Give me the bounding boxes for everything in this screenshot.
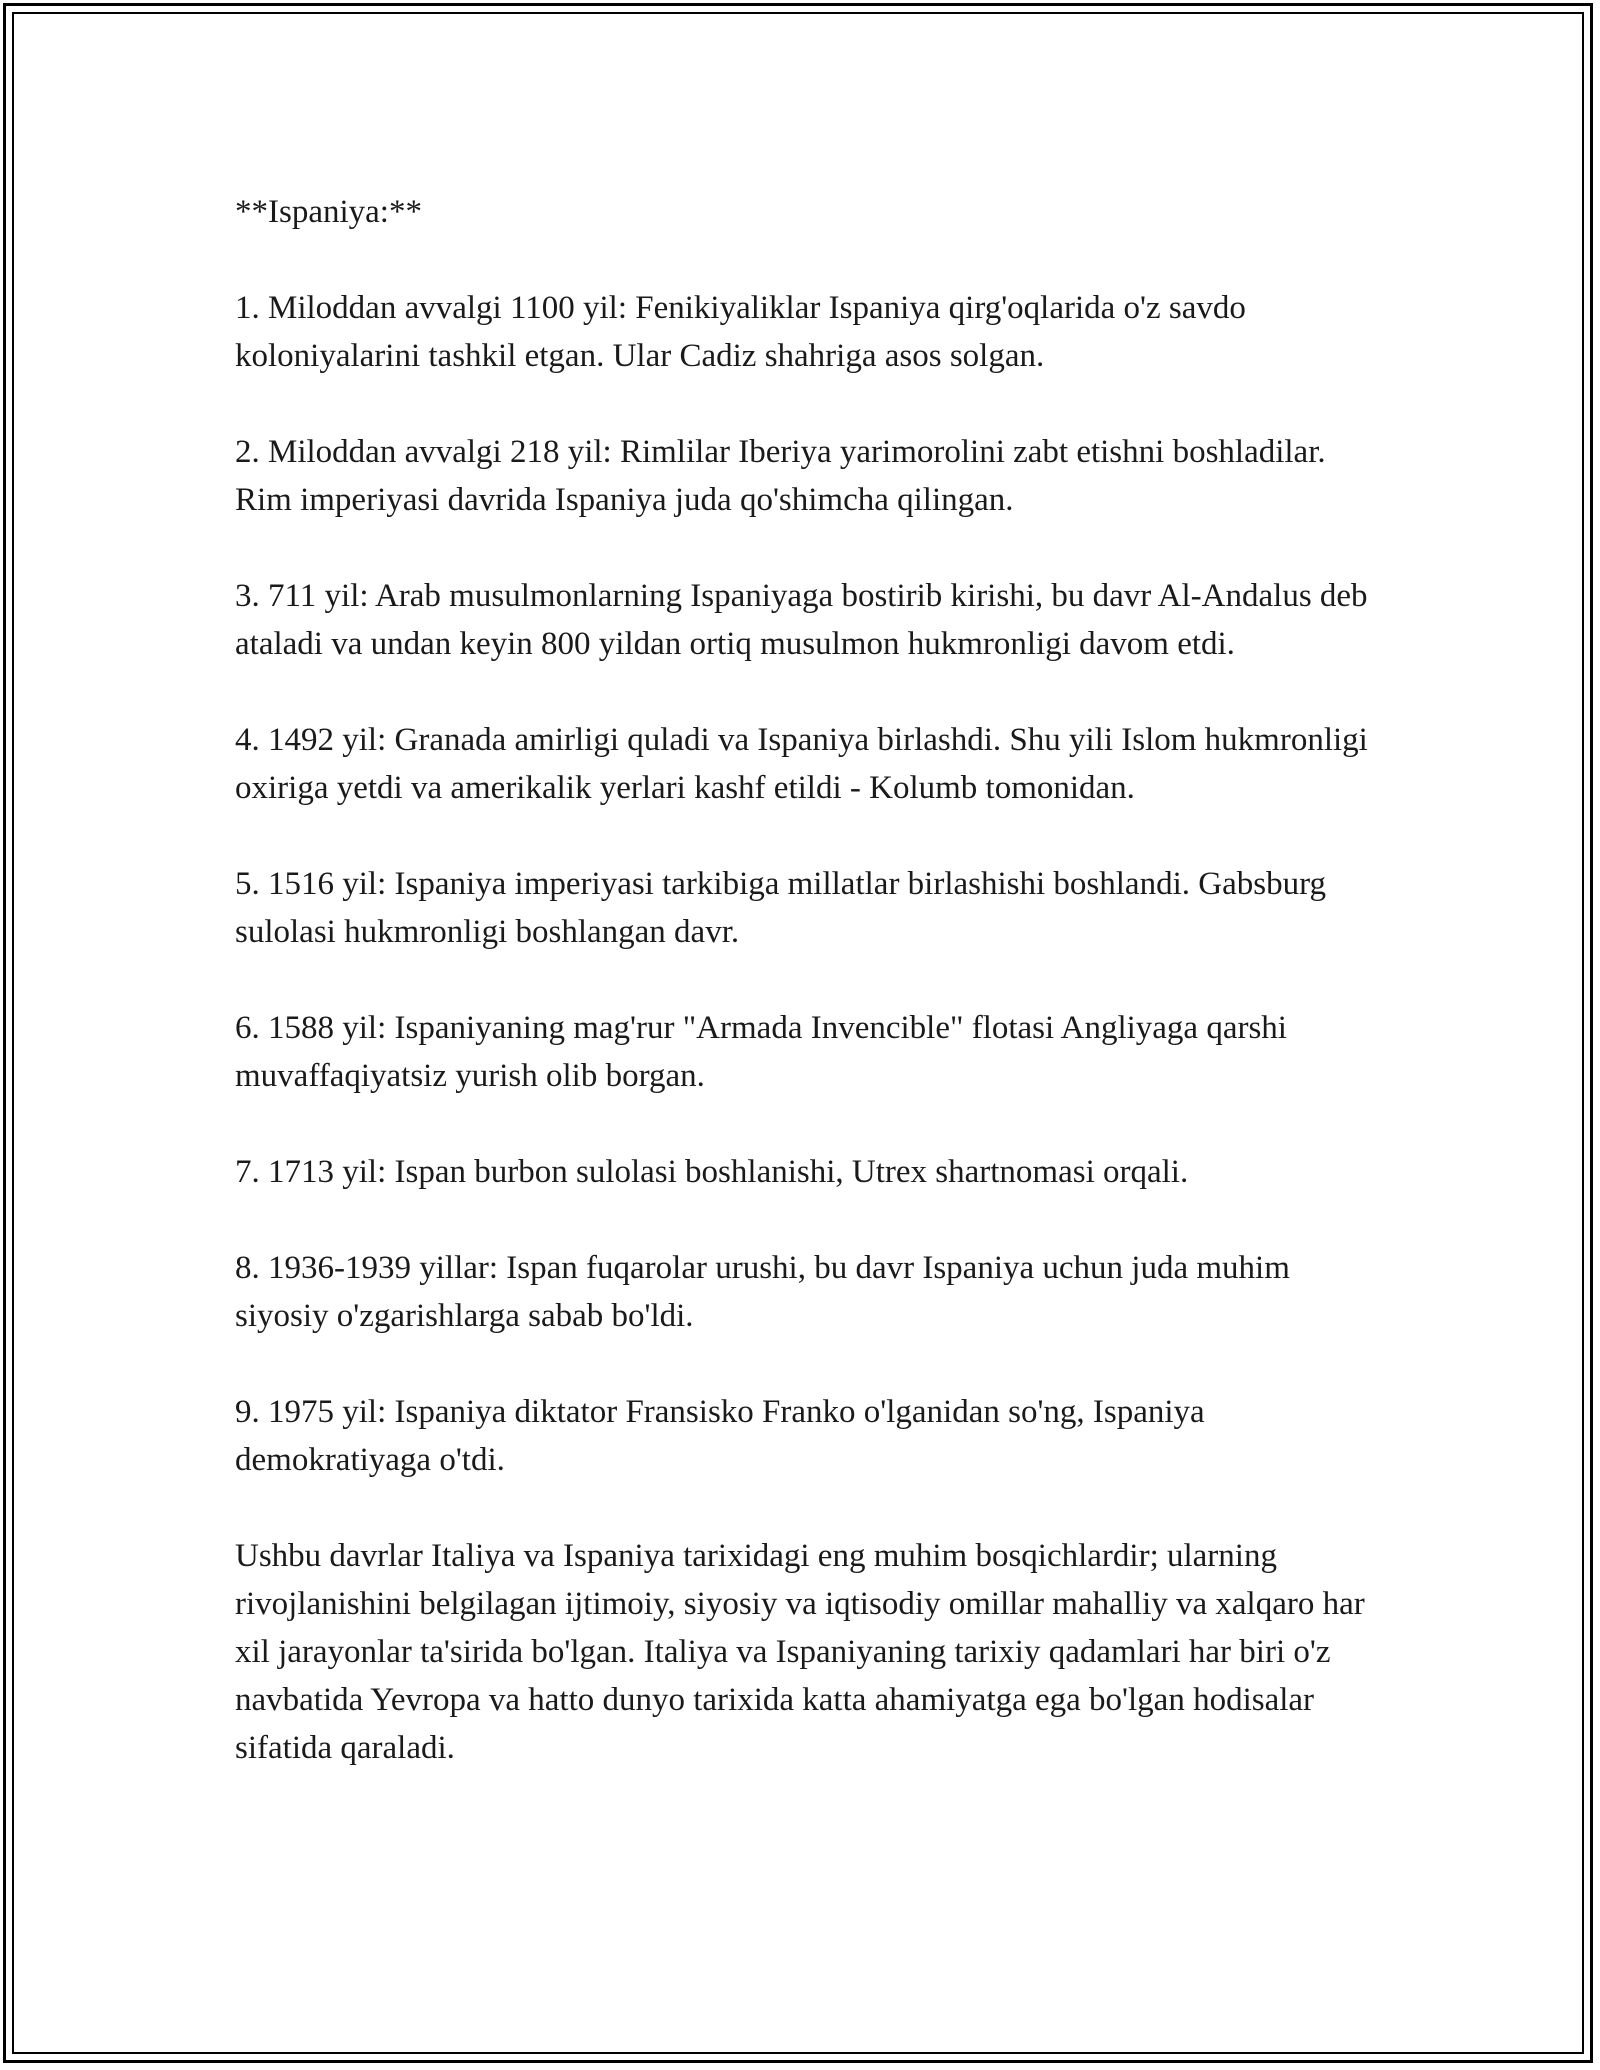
list-item-1: 1. Miloddan avvalgi 1100 yil: Fenikiyaliklar Ispaniya qirg'oqlarida o'z savdo koloniyalarini tashkil etgan. Ular Cadiz shahriga asos solgan. bbox=[235, 290, 1246, 374]
conclusion-paragraph: Ushbu davrlar Italiya va Ispaniya tarixidagi eng muhim bosqichlardir; ularning rivojlanishini belgilagan ijtimoiy, siyosiy va iqtisodiy omillar mahalliy va xalqaro har xil jarayonlar ta'sirida bo'lgan. Italiya va Ispaniyaning tarixiy qadamlari har biri o'z navbatida Yevropa va hatto dunyo tarixida katta ahamiyatga ega bo'lgan hodisalar sifatida qaraladi. bbox=[235, 1538, 1365, 1766]
document-heading: **Ispaniya:** bbox=[235, 194, 422, 230]
document-body bbox=[235, 188, 1385, 1772]
list-item-7: 7. 1713 yil: Ispan burbon sulolasi boshlanishi, Utrex shartnomasi orqali. bbox=[235, 1154, 1189, 1190]
list-item-2: 2. Miloddan avvalgi 218 yil: Rimlilar Iberiya yarimorolini zabt etishni boshladilar. Rim imperiyasi davrida Ispaniya juda qo'shimcha qilingan. bbox=[235, 434, 1326, 518]
list-item-5: 5. 1516 yil: Ispaniya imperiyasi tarkibiga millatlar birlashishi boshlandi. Gabsburg sulolasi hukmronligi boshlangan davr. bbox=[235, 866, 1326, 950]
list-item-3: 3. 711 yil: Arab musulmonlarning Ispaniyaga bostirib kirishi, bu davr Al-Andalus deb ataladi va undan keyin 800 yildan ortiq musulmon hukmronligi davom etdi. bbox=[235, 578, 1368, 662]
list-item-9: 9. 1975 yil: Ispaniya diktator Fransisko Franko o'lganidan so'ng, Ispaniya demokratiyaga o'tdi. bbox=[235, 1394, 1205, 1478]
list-item-8: 8. 1936-1939 yillar: Ispan fuqarolar urushi, bu davr Ispaniya uchun juda muhim siyosiy o'zgarishlarga sabab bo'ldi. bbox=[235, 1250, 1290, 1334]
list-item-6: 6. 1588 yil: Ispaniyaning mag'rur "Armada Invencible" flotasi Angliyaga qarshi muvaffaqiyatsiz yurish olib borgan. bbox=[235, 1010, 1287, 1094]
list-item-4: 4. 1492 yil: Granada amirligi quladi va Ispaniya birlashdi. Shu yili Islom hukmronligi oxiriga yetdi va amerikalik yerlari kashf etildi - Kolumb tomonidan. bbox=[235, 722, 1368, 806]
